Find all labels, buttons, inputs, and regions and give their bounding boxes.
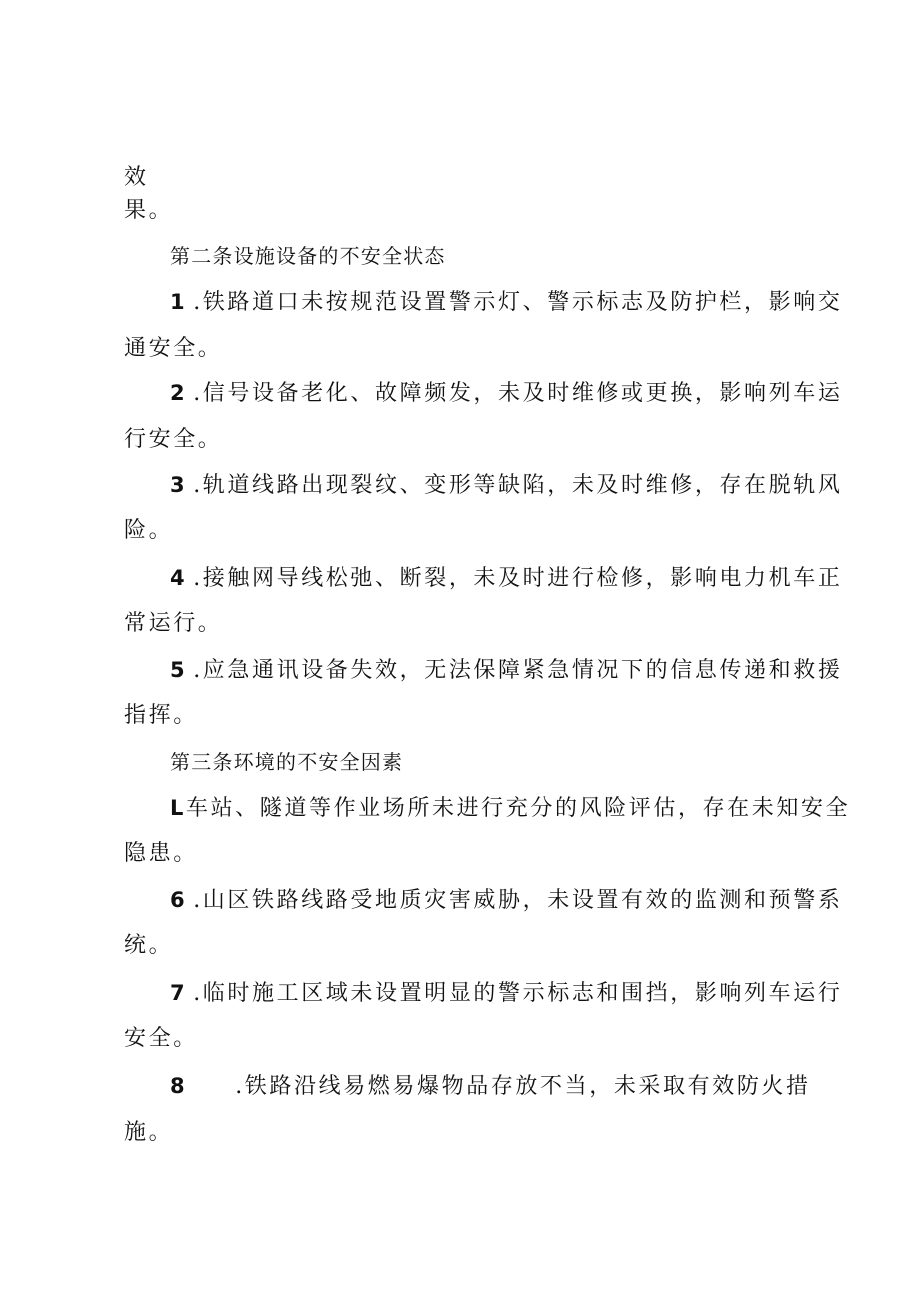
item-number: 6	[170, 888, 188, 912]
item-text: .山区铁路线路受地质灾害威胁，未设置有效的监测和预警系	[193, 888, 843, 913]
item-number: 8	[170, 1074, 188, 1098]
section-heading-3: 第三条环境的不安全因素	[170, 750, 404, 774]
list-item-8-cont: 施。	[124, 1120, 174, 1145]
list-item-5-cont: 指挥。	[124, 703, 198, 728]
list-item-6	[170, 885, 842, 916]
item-number: 7	[170, 981, 188, 1005]
list-item-2	[170, 378, 842, 409]
item-text: .接触网导线松弛、断裂，未及时进行检修，影响电力机车正	[193, 566, 843, 591]
list-item-6-cont: 统。	[124, 933, 174, 958]
item-number: 4	[170, 566, 188, 590]
list-item-1	[170, 287, 842, 318]
list-item-7-cont: 安全。	[124, 1026, 198, 1051]
item-text: .铁路沿线易燃易爆物品存放不当，未采取有效防火措	[235, 1074, 811, 1099]
list-item-5	[170, 655, 842, 686]
item-text: .信号设备老化、故障频发，未及时维修或更换，影响列车运	[193, 381, 843, 406]
list-item-2-cont: 行安全。	[124, 427, 223, 452]
text-line: 果。	[124, 198, 174, 223]
item-number: 2	[170, 381, 188, 405]
list-item-4-cont: 常运行。	[124, 611, 223, 636]
text-line: 效	[124, 165, 149, 190]
item-text: .临时施工区域未设置明显的警示标志和围挡，影响列车运行	[193, 981, 843, 1006]
list-item-l-cont: 隐患。	[124, 841, 198, 866]
list-item-7	[170, 978, 842, 1009]
item-number: 1	[170, 290, 188, 314]
item-text: .铁路道口未按规范设置警示灯、警示标志及防护栏，影响交	[193, 290, 843, 315]
list-item-4	[170, 563, 842, 594]
item-text: .轨道线路出现裂纹、变形等缺陷，未及时维修，存在脱轨风	[193, 473, 843, 498]
list-item-8	[170, 1071, 811, 1102]
section-heading-2: 第二条设施设备的不安全状态	[170, 244, 446, 268]
item-number: 3	[170, 473, 188, 497]
list-item-l	[170, 793, 850, 824]
list-item-3-cont: 险。	[124, 518, 174, 543]
item-number: 5	[170, 658, 188, 682]
list-item-3	[170, 470, 842, 501]
item-text: .应急通讯设备失效，无法保障紧急情况下的信息传递和救援	[193, 658, 843, 683]
item-text: 车站、隧道等作业场所未进行充分的风险评估，存在未知安全	[185, 796, 851, 821]
list-item-1-cont: 通安全。	[124, 336, 223, 361]
item-number: L	[170, 796, 186, 820]
